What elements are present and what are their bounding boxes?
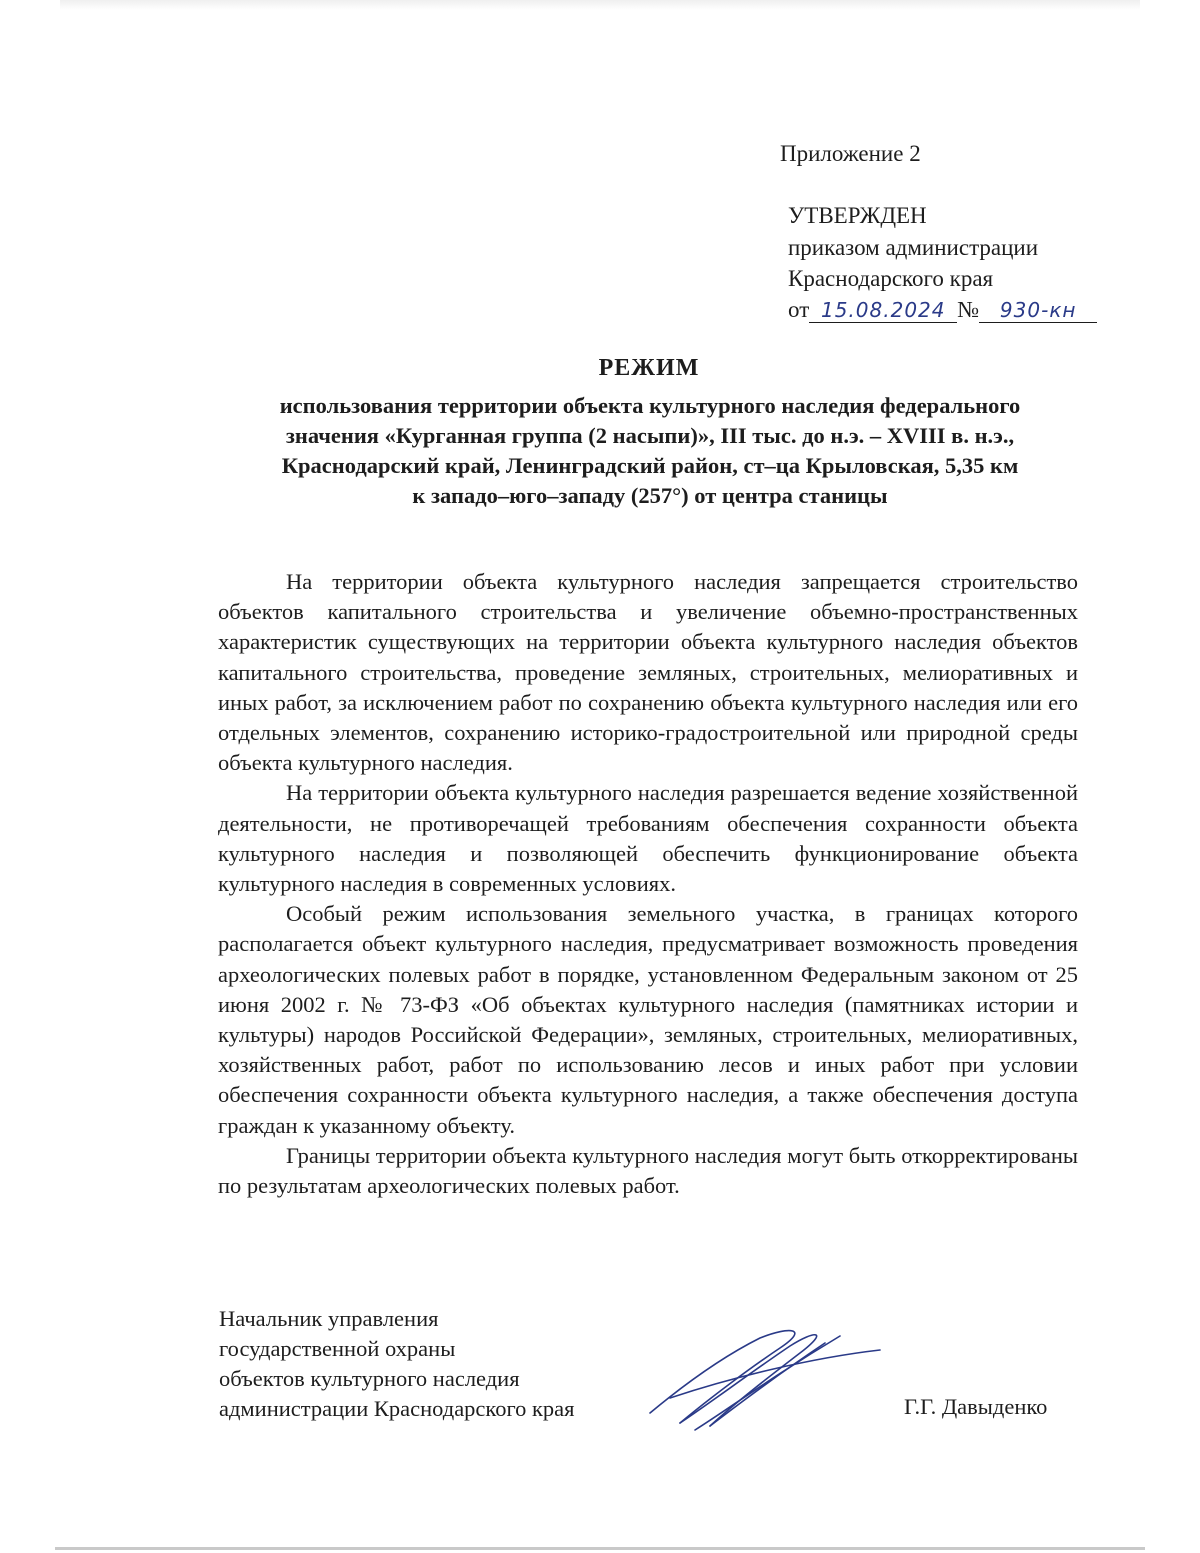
number-sign: № — [957, 297, 980, 322]
handwritten-date: 15.08.2024 — [820, 298, 946, 322]
paragraph-prohibitions: На территории объекта культурного наследия запрещается строительство объектов капитального строительства и увеличение объемно-пространственных характеристик существующих на территории объекта культурного наследия объектов капитального строительства, проведение земляных, строительных, мелиоративных и иных работ, за исключением работ по сохранению объекта культурного наследия или его отдельных элементов, сохранению историко-градостроительной или природной среды объекта культурного наследия. — [218, 569, 1078, 776]
document-subtitle — [205, 391, 1095, 511]
appendix-label: Приложение 2 — [780, 141, 921, 166]
order-date-number — [788, 294, 1097, 325]
subtitle-line: значения «Курганная группа (2 насыпи)», III тыс. до н.э. – XVIII в. н.э., — [285, 423, 1015, 448]
approval-line-1: приказом администрации — [788, 235, 1039, 260]
document-body — [218, 567, 1078, 1201]
approval-line-2: Краснодарского края — [788, 266, 994, 291]
handwritten-signature — [640, 1318, 890, 1438]
date-prefix: от — [788, 297, 810, 322]
signatory-line: администрации Краснодарского края — [219, 1396, 575, 1421]
scan-edge-bottom — [55, 1547, 1145, 1550]
signatory-position — [219, 1304, 575, 1424]
subtitle-line: к западо–юго–западу (257°) от центра станицы — [412, 483, 888, 508]
paragraph-permitted-activity: На территории объекта культурного наследия разрешается ведение хозяйственной деятельности, не противоречащей требованиям обеспечения сохранности объекта культурного наследия и позволяющей обеспечить функционирование объекта культурного наследия в современных условиях. — [218, 780, 1078, 897]
subtitle-line: Краснодарский край, Ленинградский район, ст–ца Крыловская, 5,35 км — [281, 453, 1019, 478]
approved-label: УТВЕРЖДЕН — [788, 203, 927, 228]
scan-edge-top — [60, 0, 1140, 10]
signatory-line: государственной охраны — [219, 1336, 456, 1361]
signatory-line: Начальник управления — [219, 1306, 439, 1331]
paragraph-special-regime: Особый режим использования земельного участка, в границах которого располагается объект культурного наследия, предусматривает возможность проведения археологических полевых работ в порядке, установленном Федеральным законом от 25 июня 2002 г. № 73-ФЗ «Об объектах культурного наследия (памятниках истории и культуры) народов Российской Федерации», земляных, строительных, мелиоративных, хозяйственных работ, работ по использованию лесов и иных работ при условии обеспечения сохранности объекта культурного наследия, а также обеспечения доступа граждан к указанному объекту. — [218, 901, 1078, 1138]
subtitle-line: использования территории объекта культурного наследия федерального — [279, 393, 1021, 418]
signatory-name: Г.Г. Давыденко — [904, 1394, 1048, 1419]
paragraph-boundaries: Границы территории объекта культурного наследия могут быть откорректированы по результатам археологических полевых работ. — [218, 1142, 1078, 1199]
document-title: РЕЖИМ — [598, 355, 700, 381]
handwritten-number: 930-кн — [999, 298, 1077, 322]
signatory-line: объектов культурного наследия — [219, 1366, 520, 1391]
